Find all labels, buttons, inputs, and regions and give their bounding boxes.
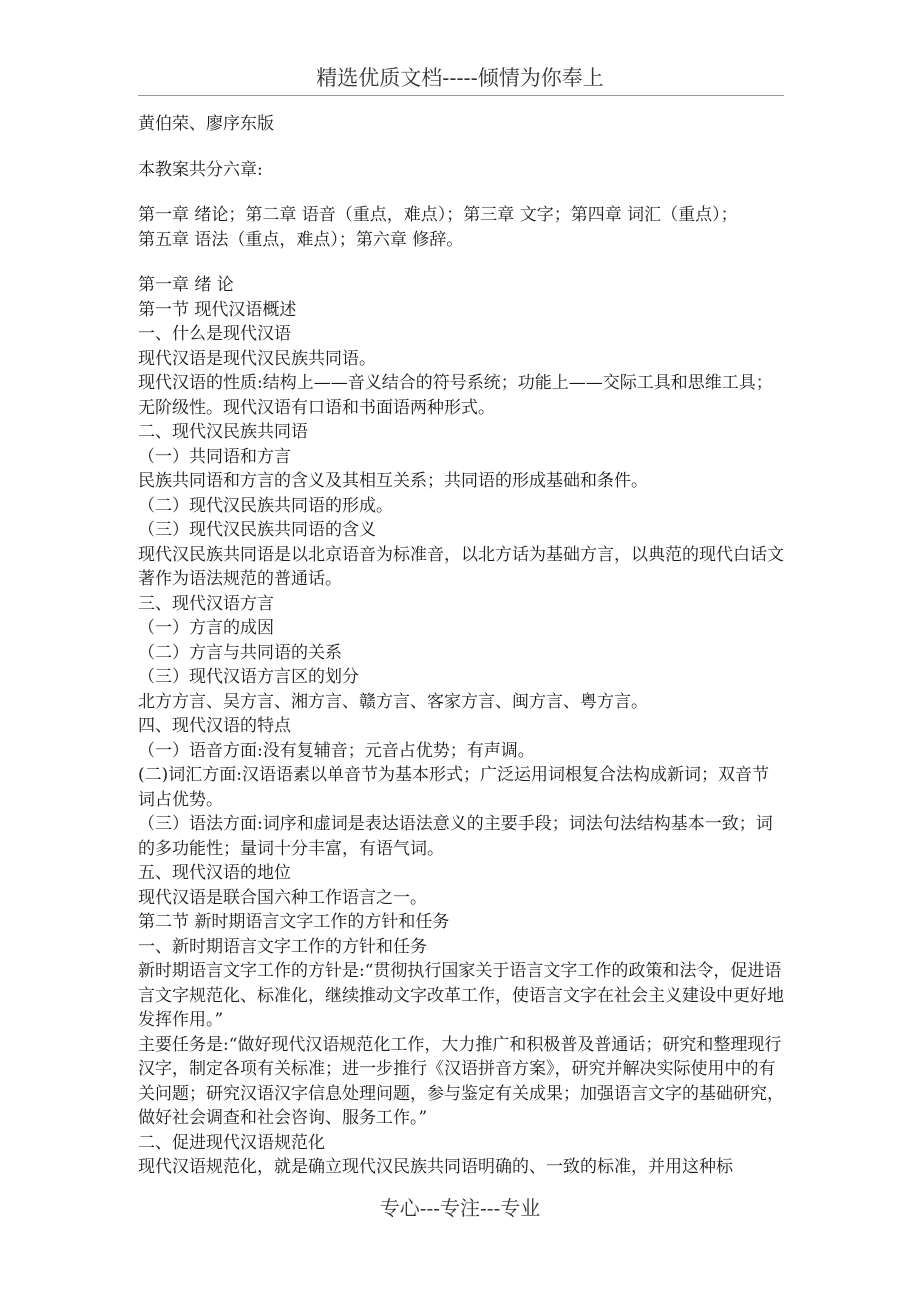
body-paragraph: 二、现代汉民族共同语 — [138, 422, 308, 442]
authors-line: 黄伯荣、廖序东版 — [138, 114, 274, 134]
body-paragraph: 五、现代汉语的地位 — [138, 863, 291, 883]
body-paragraph: 现代汉语规范化，就是确立现代汉民族共同语明确的、一致的标准，并用这种标 — [138, 1157, 733, 1177]
page-footer-text: 专心---专注---专业 — [379, 1196, 541, 1220]
body-paragraph: 现代汉语是联合国六种工作语言之一。 — [138, 887, 427, 908]
body-paragraph: 第二节 新时期语言文字工作的方针和任务 — [138, 912, 450, 932]
body-paragraph: 主要任务是:“做好现代汉语规范化工作，大力推广和积极普及普通话；研究和整理现行汉字，制定各项有关标准；进一步推行《汉语拼音方案》，研究并解决实际使用中的有关问题；研究汉语汉字信息处理问题，参与鉴定有关成果；加强语言文字的基础研究，做好社会调查和社会咨询、服务工作。” — [138, 1034, 784, 1128]
body-paragraph: 新时期语言文字工作的方针是:“贯彻执行国家关于语言文字工作的政策和法令，促进语言文字规范化、标准化，继续推动文字改革工作，使语言文字在社会主义建设中更好地发挥作用。” — [138, 961, 784, 1030]
body-paragraph: 现代汉语是现代汉民族共同语。 — [138, 348, 376, 369]
body-paragraph: 现代汉民族共同语是以北京语音为标准音，以北方话为基础方言，以典范的现代白话文著作为语法规范的普通话。 — [138, 544, 784, 589]
body-paragraph: (二)词汇方面:汉语语素以单音节为基本形式；广泛运用词根复合法构成新词；双音节词占优势。 — [138, 765, 769, 810]
body-paragraph: （一）方言的成因 — [138, 618, 274, 638]
body-paragraph: 四、现代汉语的特点 — [138, 716, 291, 736]
body-paragraph: 北方方言、吴方言、湘方言、赣方言、客家方言、闽方言、粤方言。 — [138, 691, 648, 712]
body-paragraph: 一、什么是现代汉语 — [138, 324, 291, 344]
body-paragraph: 第一节 现代汉语概述 — [138, 299, 297, 320]
body-paragraph: 三、现代汉语方言 — [138, 593, 274, 614]
body-paragraph: （三）现代汉语方言区的划分 — [138, 667, 359, 687]
body-paragraph: （二）现代汉民族共同语的形成。 — [138, 495, 393, 516]
body-paragraph: （一）语音方面:没有复辅音；元音占优势；有声调。 — [138, 740, 535, 761]
body-paragraph: （三）现代汉民族共同语的含义 — [138, 520, 376, 540]
chapters-line-2: 第五章 语法（重点，难点）；第六章 修辞。 — [138, 229, 464, 250]
body-paragraph: 一、新时期语言文字工作的方针和任务 — [138, 936, 427, 957]
page-header-title: 精选优质文档-----倾情为你奉上 — [316, 66, 604, 90]
chapters-line-1: 第一章 绪论；第二章 语音（重点，难点）；第三章 文字；第四章 词汇（重点）； — [138, 205, 738, 225]
body-paragraph: 二、促进现代汉语规范化 — [138, 1132, 325, 1153]
header-divider — [138, 95, 784, 96]
body-paragraph: （一）共同语和方言 — [138, 446, 291, 467]
body-paragraph: 第一章 绪 论 — [138, 275, 234, 295]
body-paragraph: （三）语法方面:词序和虚词是表达语法意义的主要手段；词法句法结构基本一致；词的多功能性；量词十分丰富，有语气词。 — [138, 814, 773, 859]
body-lines — [138, 273, 784, 1180]
body-paragraph: （二）方言与共同语的关系 — [138, 642, 342, 663]
document-body — [138, 110, 784, 1180]
summary-line: 本教案共分六章: — [138, 159, 263, 180]
body-paragraph: 现代汉语的性质:结构上——音义结合的符号系统；功能上——交际工具和思维工具；无阶级性。现代汉语有口语和书面语两种形式。 — [138, 373, 773, 418]
body-paragraph: 民族共同语和方言的含义及其相互关系；共同语的形成基础和条件。 — [138, 471, 648, 491]
